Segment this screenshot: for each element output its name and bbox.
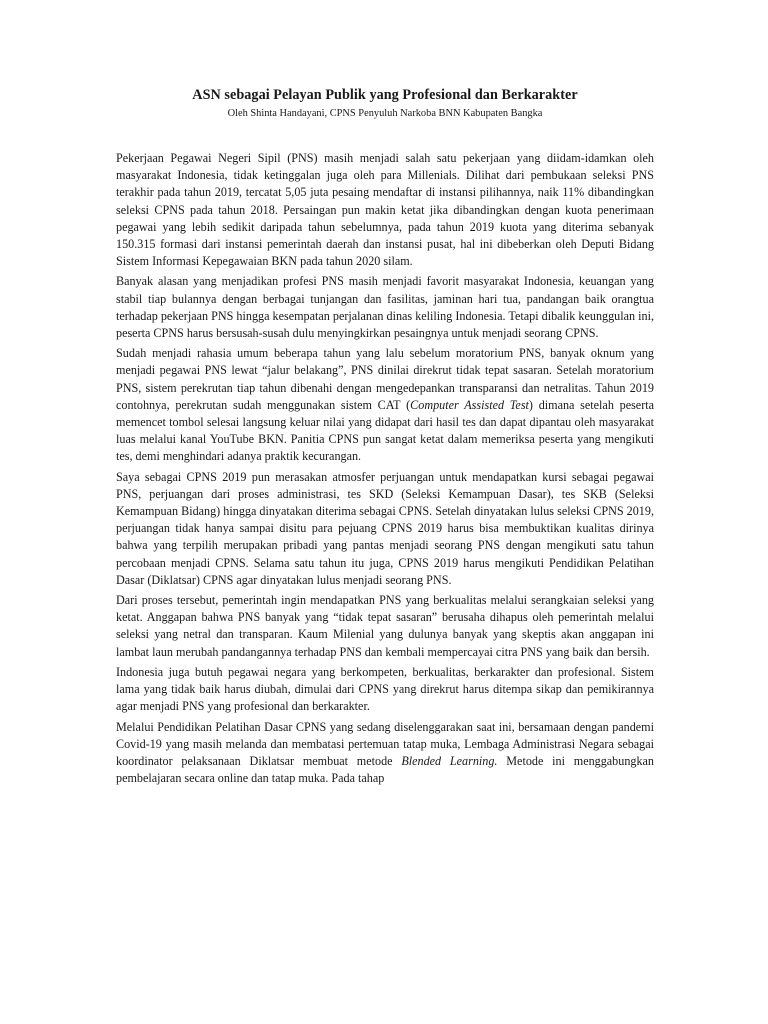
paragraph-7-text-after: Metode ini menggabungkan pembelajaran secara online dan tatap muka. Pada tahap — [116, 753, 654, 786]
paragraph-4: Saya sebagai CPNS 2019 pun merasakan atmosfer perjuangan untuk mendapatkan kursi sebagai pegawai PNS, perjuangan dari proses administrasi, tes SKD (Seleksi Kemampuan Dasar), tes SKB (Seleksi Kemampuan Bidang) hingga dinyatakan diterima sebagai CPNS. Setelah dinyatakan lulus seleksi CPNS 2019, perjuangan tidak hanya sampai disitu para pejuang CPNS 2019 harus bisa membuktikan kualitas dirinya bahwa yang terpilih merupakan pribadi yang pantas menjadi seorang PNS dengan mengikuti satu tahun percobaan menjadi CPNS. Selama satu tahun itu juga, CPNS 2019 harus mengikuti Pendidikan Pelatihan Dasar (Diklatsar) CPNS agar dinyatakan lulus menjadi seorang PNS. — [116, 469, 654, 587]
paragraph-6: Indonesia juga butuh pegawai negara yang berkompeten, berkualitas, berkarakter dan profesional. Sistem lama yang tidak baik harus diubah, dimulai dari CPNS yang direkrut harus ditempa sikap dan pemikirannya agar menjadi PNS yang profesional dan berkarakter. — [116, 664, 654, 714]
document-body — [116, 150, 654, 787]
paragraph-3 — [116, 345, 654, 465]
paragraph-7-text-before: Melalui Pendidikan Pelatihan Dasar CPNS yang sedang diselenggarakan saat ini, bersamaan dengan pandemi Covid-19 yang masih melanda dan membatasi pertemuan tatap muka, Lembaga Administrasi Negara sebagai koordinator pelaksanaan Diklatsar membuat metode — [116, 719, 654, 768]
paragraph-3-italic: Computer Assisted Test — [410, 397, 529, 412]
paragraph-3-text-before: Sudah menjadi rahasia umum beberapa tahun yang lalu sebelum moratorium PNS, banyak oknum yang menjadi pegawai PNS lewat “jalur belakang”, PNS dinilai direkrut tidak tepat sasaran. Setelah moratorium PNS, sistem perekrutan tiap tahun dibenahi dengan mengedepankan transparansi dan netralitas. Tahun 2019 contohnya, perekrutan sudah menggunakan sistem CAT ( — [116, 346, 654, 412]
paragraph-7 — [116, 719, 654, 788]
paragraph-7-italic: Blended Learning. — [401, 753, 498, 768]
document-page — [116, 86, 654, 790]
document-author: Oleh Shinta Handayani, CPNS Penyuluh Narkoba BNN Kabupaten Bangka — [227, 108, 543, 119]
paragraph-3-text-after: ) dimana setelah peserta memencet tombol selesai langsung keluar nilai yang didapat dari hasil tes dan dapat dipantau oleh masyarakat luas melalui kanal YouTube BKN. Panitia CPNS pun sangat ketat dalam memeriksa peserta yang mengikuti tes, demi menghindari adanya praktik kecurangan. — [116, 397, 655, 464]
paragraph-1: Pekerjaan Pegawai Negeri Sipil (PNS) masih menjadi salah satu pekerjaan yang diidam-idamkan oleh masyarakat Indonesia, tidak ketinggalan juga oleh para Millenials. Dilihat dari pembukaan seleksi PNS terakhir pada tahun 2019, tercatat 5,05 juta pesaing mendaftar di instansi pilihannya, naik 11% dibandingkan seleksi CPNS pada tahun 2018. Persaingan pun makin ketat jika dibandingkan dengan kuota penerimaan pegawai yang lebih sedikit daripada tahun sebelumnya, pada tahun 2019 kuota yang diterima sebanyak 150.315 formasi dari instansi pemerintah daerah dan instansi pusat, hal ini dibeberkan oleh Deputi Bidang Sistem Informasi Kepegawaian BKN pada tahun 2020 silam. — [116, 151, 654, 269]
paragraph-2: Banyak alasan yang menjadikan profesi PNS masih menjadi favorit masyarakat Indonesia, keuangan yang stabil tiap bulannya dengan berbagai tunjangan dan fasilitas, jaminan hari tua, pandangan baik orangtua terhadap pekerjaan PNS hingga kesempatan perjalanan dinas keliling Indonesia. Tetapi dibalik keunggulan ini, peserta CPNS harus bersusah-susah dulu menyingkirkan pesaingnya untuk menjadi seorang CPNS. — [116, 274, 654, 341]
paragraph-5: Dari proses tersebut, pemerintah ingin mendapatkan PNS yang berkualitas melalui serangkaian seleksi yang ketat. Anggapan bahwa PNS banyak yang “tidak tepat sasaran” berusaha dihapus oleh pemerintah melalui seleksi yang netral dan transparan. Kaum Milenial yang dulunya banyak yang skeptis akan anggapan ini lambat laun merubah pandangannya terhadap PNS dan kembali mempercayai citra PNS yang baik dan bersih. — [116, 593, 654, 659]
document-title: ASN sebagai Pelayan Publik yang Profesional dan Berkarakter — [192, 87, 578, 103]
